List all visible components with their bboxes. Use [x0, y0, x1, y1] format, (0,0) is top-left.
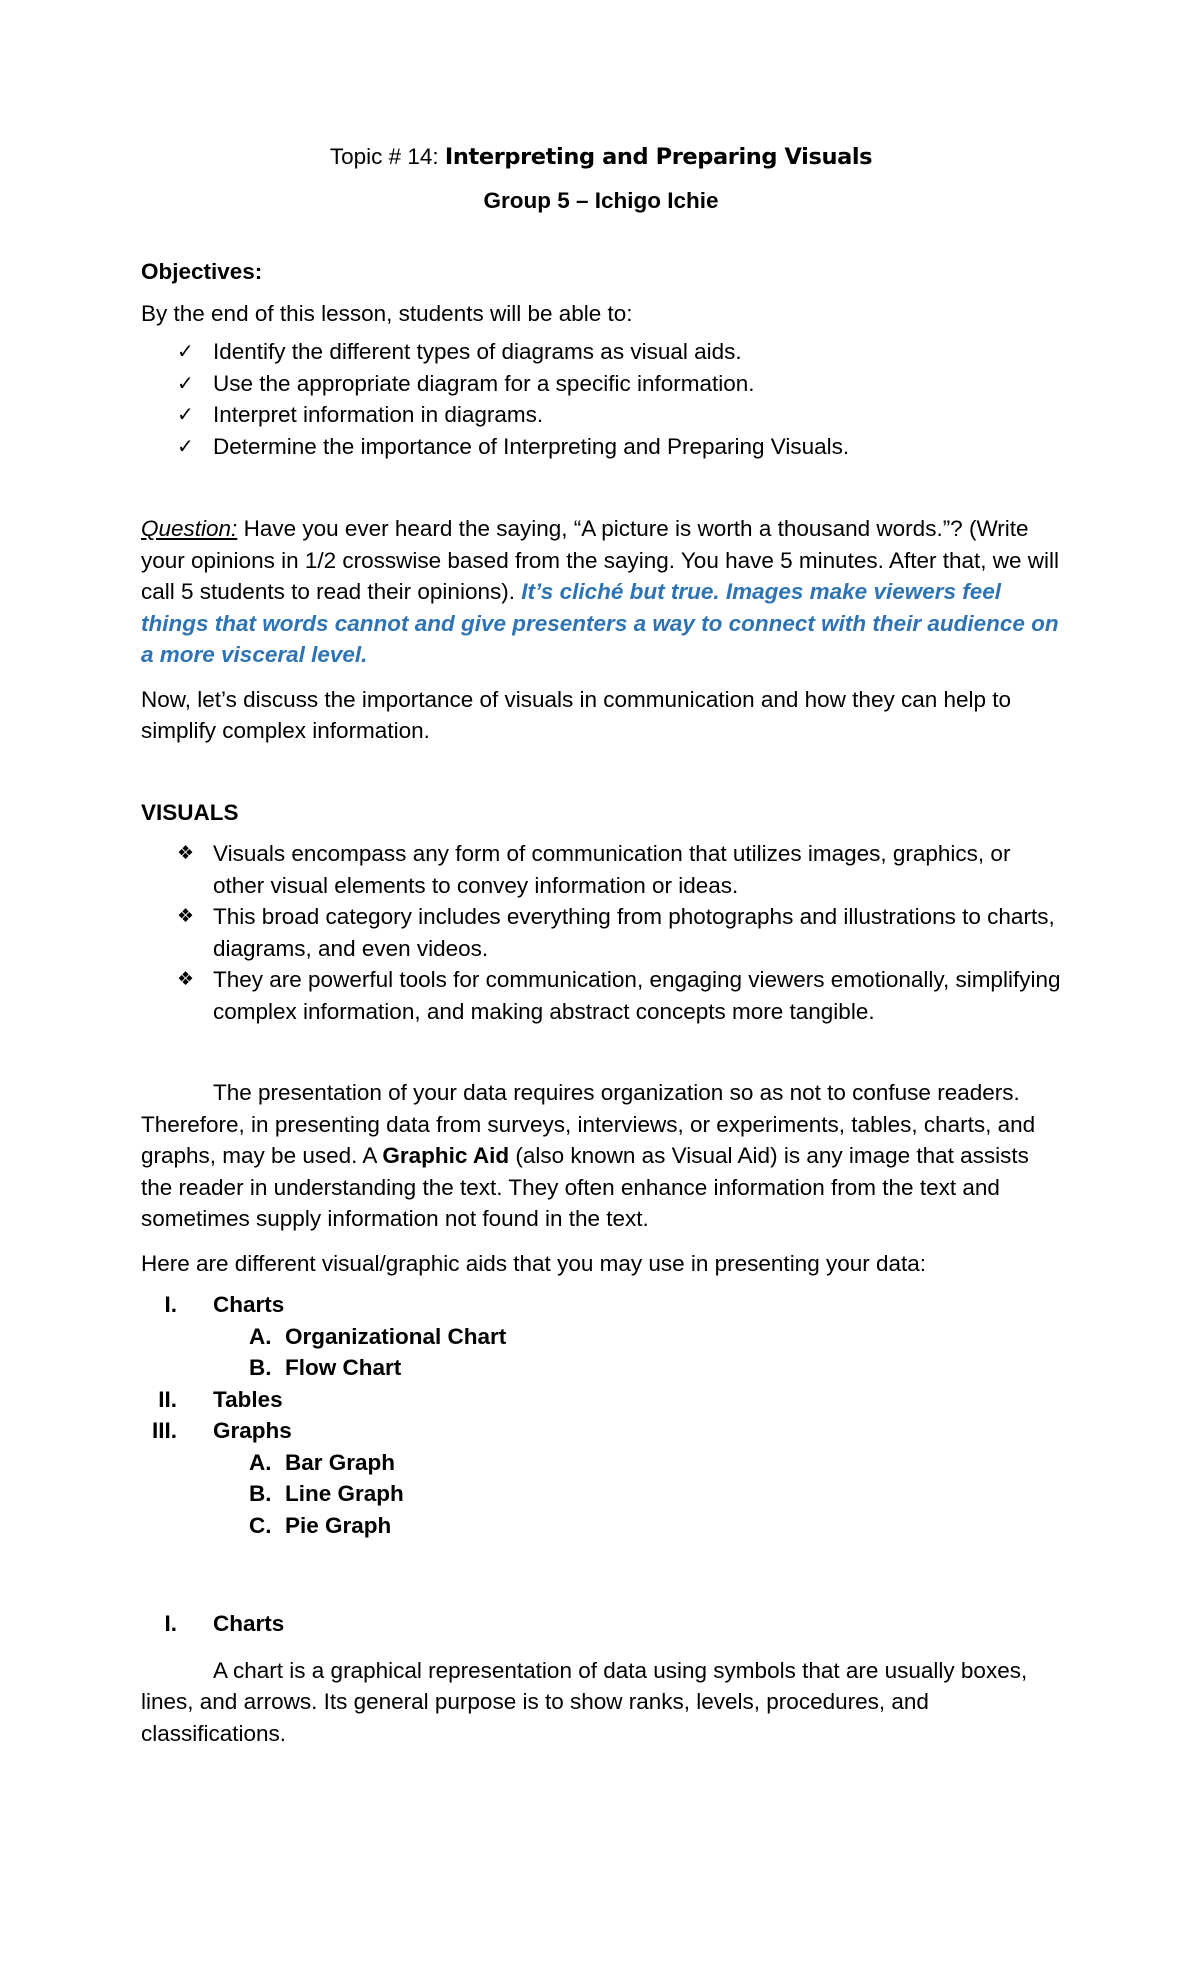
topic-title — [141, 140, 1061, 174]
objective-text: Use the appropriate diagram for a specific information. — [213, 370, 755, 396]
presentation-paragraph — [141, 1077, 1061, 1235]
question-answer: It’s cliché but true. Images make viewers feel things that words cannot and give presenters a way to connect with their audience on a more visceral level. — [141, 579, 1059, 667]
outline-label: Tables — [213, 1386, 283, 1412]
outline-sub-label: Flow Chart — [285, 1355, 402, 1380]
outline-subitem — [141, 1447, 1061, 1479]
outline-subitem — [141, 1321, 1061, 1353]
objectives-intro: By the end of this lesson, students will be able to: — [141, 300, 633, 326]
visuals-item — [141, 901, 1061, 964]
topic-name: Interpreting and Preparing Visuals — [444, 144, 873, 170]
checkmark-icon: ✓ — [177, 370, 194, 395]
objective-item — [141, 368, 1061, 400]
graphic-aid-term: Graphic Aid — [382, 1143, 510, 1168]
objective-item — [141, 336, 1061, 368]
objectives-list — [141, 336, 1061, 462]
visuals-item — [141, 838, 1061, 901]
objective-item — [141, 431, 1061, 463]
diamond-bullet-icon: ❖ — [177, 842, 195, 864]
outline-subitem — [141, 1510, 1061, 1542]
outline-marker: III. — [151, 1418, 177, 1443]
question-paragraph — [141, 513, 1061, 671]
visuals-text: Visuals encompass any form of communication that utilizes images, graphics, or other visual elements to convey information or ideas. — [213, 841, 1011, 898]
objectives-heading: Objectives: — [141, 259, 263, 284]
charts-section-marker: I. — [164, 1611, 177, 1636]
outline-sub-marker: A. — [249, 1323, 272, 1349]
outline-label: Charts — [213, 1292, 285, 1317]
objective-text: Interpret information in diagrams. — [213, 402, 544, 427]
presentation-text-before: The presentation of your data requires organization so as not to confuse readers. Therefore, in presenting data from surveys, interviews, or experiments, tables, charts, and graphs, may be used. A — [141, 1080, 1036, 1168]
outline-item — [141, 1384, 1061, 1416]
outline-sub-label: Pie Graph — [285, 1512, 392, 1538]
charts-section-heading — [141, 1608, 1061, 1640]
question-text: Have you ever heard the saying, “A picture is worth a thousand words.”? (Write your opinions in 1/2 crosswise based from the saying. You have 5 minutes. After that, we will call 5 students to read their opinions). — [141, 516, 1059, 604]
outline-item — [141, 1289, 1061, 1321]
visuals-text: They are powerful tools for communication, engaging viewers emotionally, simplifying complex information, and making abstract concepts more tangible. — [213, 967, 1061, 1024]
document-content — [141, 140, 1061, 1749]
outline-sub-marker: C. — [249, 1512, 272, 1538]
objective-text: Identify the different types of diagrams as visual aids. — [213, 339, 742, 364]
group-name: Group 5 – Ichigo Ichie — [483, 188, 719, 213]
diamond-bullet-icon: ❖ — [177, 968, 195, 990]
presentation-text-after: (also known as Visual Aid) is any image that assists the reader in understanding the text. They often enhance information from the text and sometimes supply information not found in the text. — [141, 1143, 1029, 1231]
topic-prefix: Topic # 14: — [329, 144, 445, 169]
diamond-bullet-icon: ❖ — [177, 905, 195, 927]
outline-marker: I. — [164, 1292, 177, 1317]
charts-section-title: Charts — [213, 1611, 285, 1636]
checkmark-icon: ✓ — [177, 339, 194, 363]
question-label: Question: — [141, 516, 238, 541]
outline-sub-label: Line Graph — [285, 1481, 404, 1506]
outline-subitem — [141, 1478, 1061, 1510]
checkmark-icon: ✓ — [177, 402, 194, 426]
outline-subitem — [141, 1352, 1061, 1384]
outline-sub-marker: A. — [249, 1449, 272, 1475]
visuals-list — [141, 838, 1061, 1027]
outline-sub-label: Organizational Chart — [285, 1323, 507, 1349]
objective-text: Determine the importance of Interpreting and Preparing Visuals. — [213, 433, 850, 459]
outline-item — [141, 1415, 1061, 1447]
aids-intro: Here are different visual/graphic aids that you may use in presenting your data: — [141, 1250, 927, 1276]
charts-section-body: A chart is a graphical representation of data using symbols that are usually boxes, lines, and arrows. Its general purpose is to show ranks, levels, procedures, and classifications. — [141, 1657, 1028, 1746]
visuals-heading: VISUALS — [141, 799, 239, 825]
outline-sub-marker: B. — [249, 1481, 272, 1506]
outline-label: Graphs — [213, 1418, 292, 1443]
checkmark-icon: ✓ — [177, 433, 194, 458]
visuals-item — [141, 964, 1061, 1027]
outline-sub-label: Bar Graph — [285, 1449, 396, 1475]
objective-item — [141, 399, 1061, 431]
outline-sub-marker: B. — [249, 1355, 272, 1380]
visuals-text: This broad category includes everything from photographs and illustrations to charts, diagrams, and even videos. — [213, 904, 1055, 961]
outline-marker: II. — [158, 1386, 177, 1412]
outline-list — [141, 1289, 1061, 1541]
transition-paragraph: Now, let’s discuss the importance of visuals in communication and how they can help to simplify complex information. — [141, 686, 1012, 743]
